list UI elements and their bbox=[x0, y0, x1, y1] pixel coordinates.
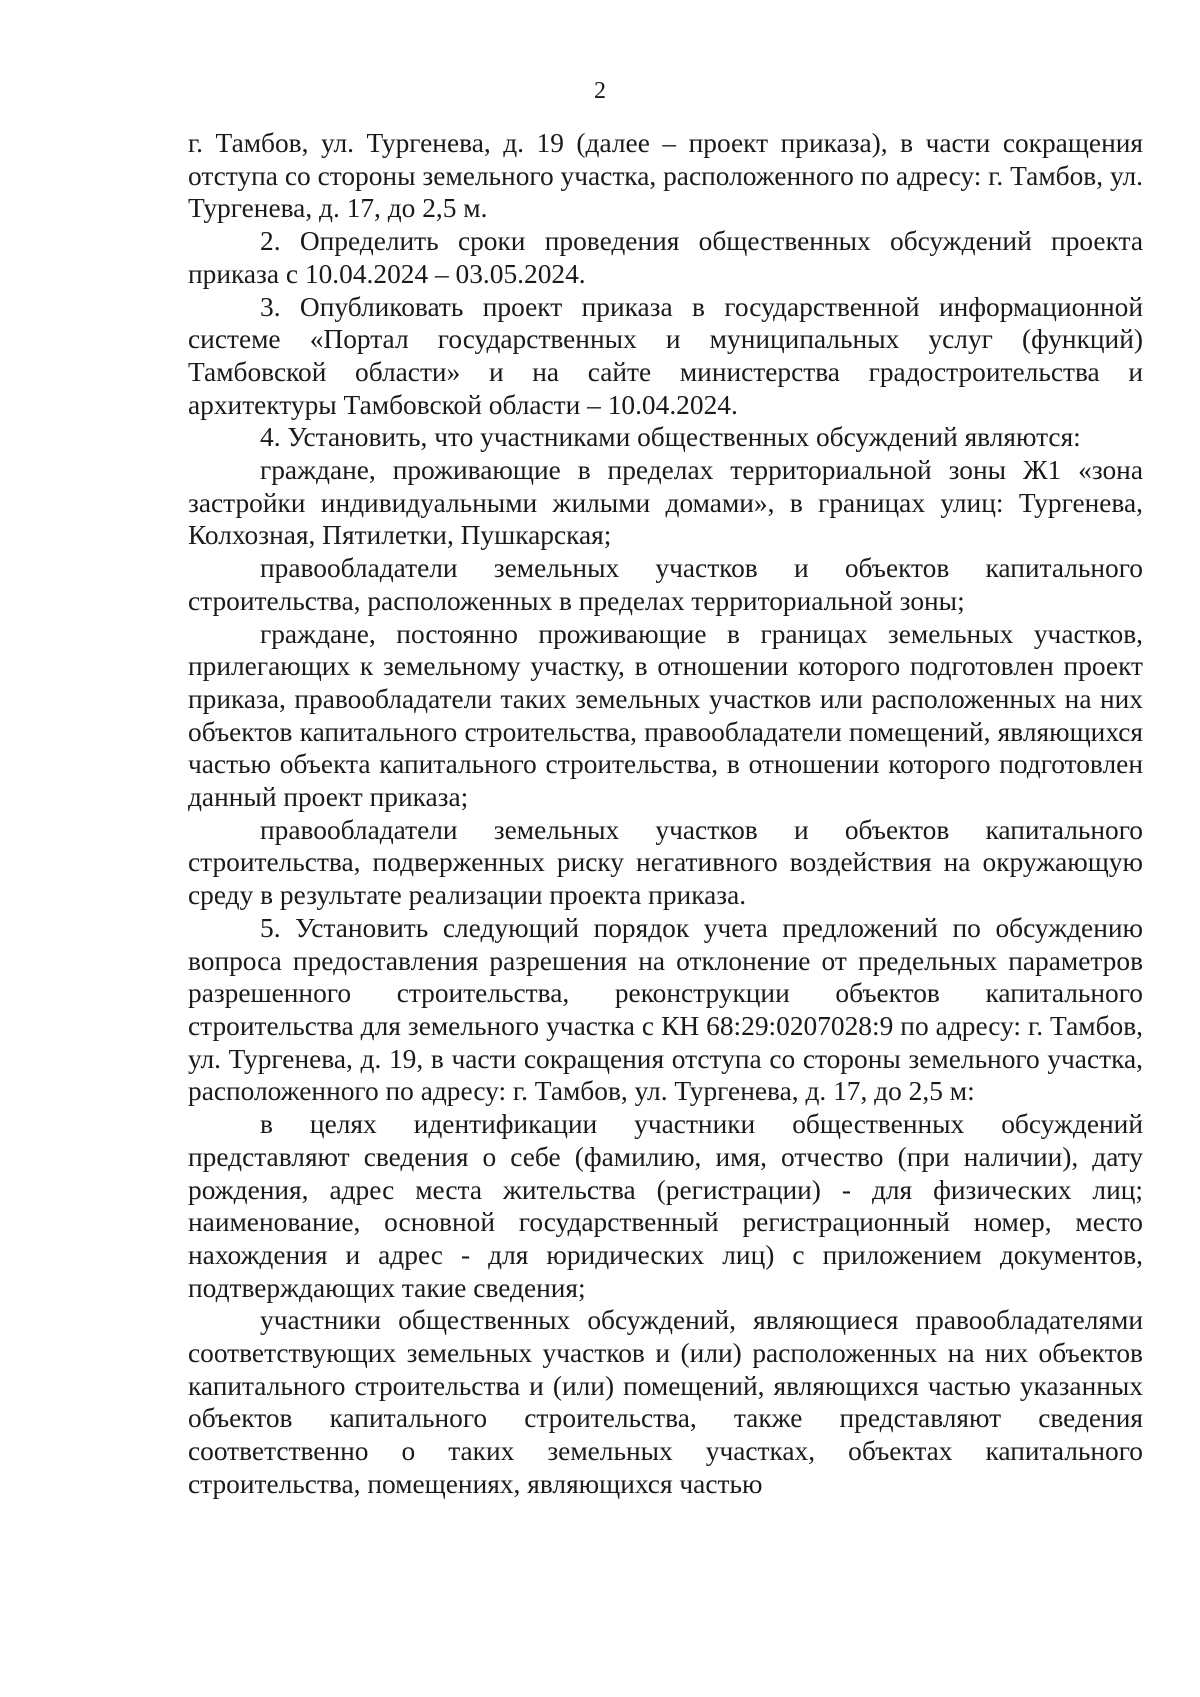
paragraph-item-5: 5. Установить следующий порядок учета предложений по обсуждению вопроса предоставления разрешения на отклонение от предельных параметров разрешенного строительства, реконструкции объектов капитального строительства для земельного участка с КН 68:29:0207028:9 по адресу: г. Тамбов, ул. Тургенева, д. 19, в части сокращения отступа со стороны земельного участка, расположенного по адресу: г. Тамбов, ул. Тургенева, д. 17, до 2,5 м: bbox=[188, 912, 1143, 1107]
paragraph-item-4: 4. Установить, что участниками общественных обсуждений являются: bbox=[260, 422, 1081, 453]
paragraph-item-3: 3. Опубликовать проект приказа в государственной информационной системе «Портал государственных и муниципальных услуг (функций) Тамбовской области» и на сайте министерства градостроительства и архитектуры Тамбовской области – 10.04.2024. bbox=[188, 291, 1143, 420]
paragraph-rightholders-info: участники общественных обсуждений, являющиеся правообладателями соответствующих земельных участков и (или) расположенных на них объектов капитального строительства и (или) помещений, являющихся частью указанных объектов капитального строительства, также представляют сведения соответственно о таких земельных участках, объектах капитального строительства, помещениях, являющихся частью bbox=[188, 1305, 1143, 1499]
paragraph-participants-residents: граждане, проживающие в пределах территориальной зоны Ж1 «зона застройки индивидуальными жилыми домами», в границах улиц: Тургенева, Колхозная, Пятилетки, Пушкарская; bbox=[188, 455, 1143, 551]
paragraph-participants-risk: правообладатели земельных участков и объектов капитального строительства, подверженных риску негативного воздействия на окружающую среду в результате реализации проекта приказа. bbox=[188, 814, 1143, 911]
paragraph-participants-adjacent: граждане, постоянно проживающие в границах земельных участков, прилегающих к земельному участку, в отношении которого подготовлен проект приказа, правообладатели таких земельных участков или расположенных на них объектов капитального строительства, правообладатели помещений, являющихся частью объекта капитального строительства, в отношении которого подготовлен данный проект приказа; bbox=[188, 618, 1143, 813]
paragraph-participants-rightholders: правообладатели земельных участков и объектов капитального строительства, расположенных в пределах территориальной зоны; bbox=[188, 553, 1143, 616]
paragraph-identification: в целях идентификации участники общественных обсуждений представляют сведения о себе (фамилию, имя, отчество (при наличии), дату рождения, адрес места жительства (регистрации) - для физических лиц; наименование, основной государственный регистрационный номер, место нахождения и адрес - для юридических лиц) с приложением документов, подтверждающих такие сведения; bbox=[188, 1109, 1143, 1303]
paragraph-continuation: г. Тамбов, ул. Тургенева, д. 19 (далее – проект приказа), в части сокращения отступа со стороны земельного участка, расположенного по адресу: г. Тамбов, ул. Тургенева, д. 17, до 2,5 м. bbox=[188, 128, 1143, 224]
document-body bbox=[188, 127, 1143, 1501]
paragraph-item-2: 2. Определить сроки проведения общественных обсуждений проекта приказа с 10.04.2024 – 03.05.2024. bbox=[188, 226, 1143, 289]
page-number: 2 bbox=[594, 78, 606, 104]
